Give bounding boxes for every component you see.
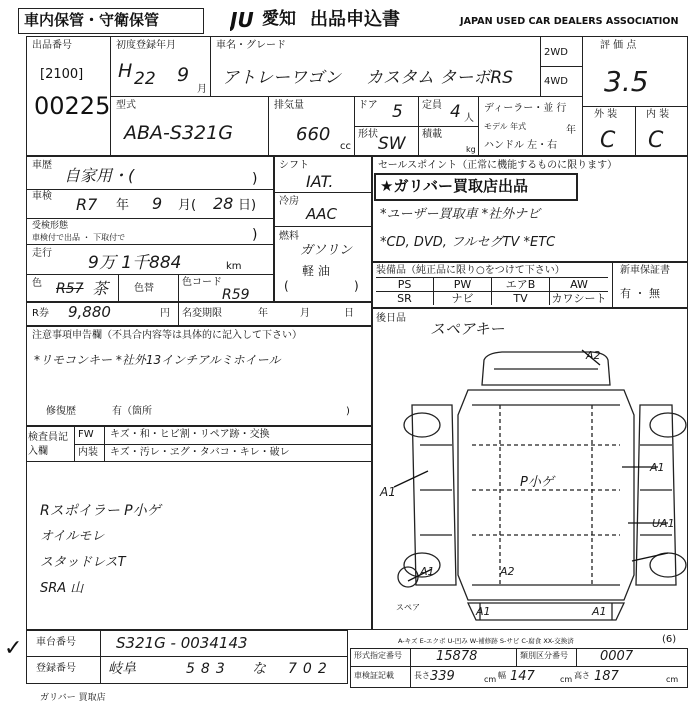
fuel-value2: 軽 油 xyxy=(302,264,330,278)
remark-4: SRA 山 xyxy=(40,581,84,596)
notes-line1: *リモコンキー *社外13インチアルミホイール xyxy=(34,353,281,367)
remark-3: スタッドレスT xyxy=(40,555,126,570)
doors-label: ドア xyxy=(358,100,378,111)
plate-kana: な xyxy=(252,661,266,677)
rating-label: 評 価 点 xyxy=(600,40,637,51)
wid-label: 幅 xyxy=(498,671,506,680)
recycle-unit: 円 xyxy=(160,308,170,319)
equipment-item: PS xyxy=(376,277,434,291)
exterior-label: 外 装 xyxy=(594,109,618,120)
first-reg-label: 初度登録年月 xyxy=(116,40,176,51)
color-change-label: 色替 xyxy=(134,283,154,294)
recycle-label: R券 xyxy=(32,308,49,319)
footer-text: ガリバー 買取店 xyxy=(40,693,106,703)
remark-2: オイルモレ xyxy=(40,529,105,544)
equipment-item: SR xyxy=(376,291,434,305)
model-year-label: モデル 年式 xyxy=(484,122,527,131)
type-label: 型式 xyxy=(116,100,136,111)
inspection-label: 車検 xyxy=(32,191,52,202)
handle-label: ハンドル 左・右 xyxy=(484,140,558,151)
doors-value: 5 xyxy=(392,102,403,122)
equipment-item: PW xyxy=(434,277,492,291)
storage-title: 車内保管・守衛保管 xyxy=(24,11,160,29)
reception-options: 車検付で出品 ・ 下取付で xyxy=(32,233,126,242)
interior-items: キズ・汚レ・ヱグ・タバコ・キレ・破レ xyxy=(110,447,290,458)
displacement-label: 排気量 xyxy=(274,100,304,111)
sheet-title: 出品申込書 xyxy=(310,9,400,30)
equipment-item: ナビ xyxy=(434,291,492,305)
reception-close: ) xyxy=(252,227,258,243)
drive-4wd: 4WD xyxy=(544,76,568,87)
color-label: 色 xyxy=(32,278,42,289)
mileage-value: 9万 1千884 xyxy=(88,253,182,273)
model-grade-label: 車名・グレード xyxy=(216,40,286,51)
association-label: JAPAN USED CAR DEALERS ASSOCIATION xyxy=(460,16,679,27)
transfer-m: 月 xyxy=(300,308,310,319)
chassis-value: S321G - 0034143 xyxy=(116,634,248,652)
transfer-label: 名変期限 xyxy=(182,308,222,319)
inspection-month: 9 xyxy=(152,194,163,213)
inspection-nen: 年 xyxy=(116,198,130,213)
first-reg-year: 22 xyxy=(134,69,156,89)
capacity-label: 定員 xyxy=(422,100,442,111)
transfer-y: 年 xyxy=(258,308,268,319)
spare-label: スペア xyxy=(396,603,420,612)
new-warranty-label: 新車保証書 xyxy=(620,265,670,276)
interior-check-label: 内装 xyxy=(78,447,98,458)
repair-value: 有（箇所 xyxy=(112,406,152,417)
sales-label: セールスポイント（正常に機能するものに限ります） xyxy=(378,160,618,171)
inspection-nichi: 日) xyxy=(238,198,257,213)
dmg-p-center: P小ゲ xyxy=(520,475,554,490)
sales-banner-text: ★ガリバー買取店出品 xyxy=(380,177,528,195)
color-code-label: 色コード xyxy=(182,277,222,288)
remarks-block xyxy=(26,462,372,630)
first-reg-month-unit: 月 xyxy=(197,84,207,95)
usage-value: 自家用・( xyxy=(64,166,135,185)
cm-2: cm xyxy=(560,675,573,684)
usage-close: ) xyxy=(252,171,258,187)
lot-number: 00225 xyxy=(34,92,111,120)
plate-class: 583 xyxy=(186,661,231,677)
shift-value: IAT. xyxy=(306,172,334,191)
notes-block xyxy=(26,326,372,426)
chassis-label: 車台番号 xyxy=(36,637,76,648)
dmg-a1-low: A1 xyxy=(420,565,435,578)
checklist-label: 検査員記入欄 xyxy=(28,432,68,457)
displacement-value: 660 xyxy=(296,124,331,145)
len-value: 339 xyxy=(430,669,455,684)
aichi-label: 愛知 xyxy=(262,9,296,29)
inspection-day: 28 xyxy=(213,194,234,213)
cm-1: cm xyxy=(484,675,497,684)
shape-value: SW xyxy=(378,134,406,154)
cm-3: cm xyxy=(666,675,679,684)
first-reg-month: 9 xyxy=(177,64,190,86)
fuel-value1: ガソリン xyxy=(300,243,353,258)
color-strike: R57 xyxy=(56,281,84,297)
mileage-unit: km xyxy=(226,261,242,272)
hei-label: 高さ xyxy=(574,671,590,680)
equipment-item: TV xyxy=(492,291,550,305)
first-reg-era: H xyxy=(118,60,133,82)
remark-1: Rスポイラー P小ゲ xyxy=(40,503,161,519)
model-name: アトレーワゴン xyxy=(222,68,341,88)
len-label: 長さ xyxy=(414,671,430,680)
color-code-value: R59 xyxy=(222,287,250,303)
dmg-a1-bottom2: A1 xyxy=(592,605,607,618)
repair-label: 修復歴 xyxy=(46,406,76,417)
dims-label: 車検証記載 xyxy=(354,671,394,680)
recycle-value: 9,880 xyxy=(68,303,111,321)
dmg-a1-bottom: A1 xyxy=(476,605,491,618)
plate-label: 登録番号 xyxy=(36,663,76,674)
cert-label: 形式指定番号 xyxy=(354,651,402,660)
dmg-ua1: UA1 xyxy=(652,517,675,530)
dmg-a2-low: A2 xyxy=(500,565,515,578)
transfer-d: 日 xyxy=(344,308,354,319)
equipment-item: AW xyxy=(550,277,608,291)
lot-code: [2100] xyxy=(40,67,84,82)
capacity-value: 4 xyxy=(450,102,461,122)
kg-label: kg xyxy=(466,145,476,154)
rear-seat-value: スペアキー xyxy=(430,320,505,338)
color-value: 茶 xyxy=(92,279,109,298)
type-value: ABA-S321G xyxy=(124,122,233,144)
exterior-grade: C xyxy=(600,128,616,153)
sales-line2: *CD, DVD, フルセグTV *ETC xyxy=(380,235,556,250)
grade-name: カスタム ターボRS xyxy=(366,68,514,88)
interior-grade: C xyxy=(648,128,664,153)
notes-label: 注意事項申告欄（不具合内容等は具体的に記入して下さい） xyxy=(32,330,302,341)
plate-num: 702 xyxy=(288,661,333,677)
shift-label: シフト xyxy=(279,160,309,171)
plate-area: 岐阜 xyxy=(108,661,136,677)
inspection-era: R7 xyxy=(76,195,98,214)
dmg-a1-right: A1 xyxy=(650,461,665,474)
ac-value: AAC xyxy=(306,205,337,223)
shape-label: 形状 xyxy=(358,129,378,140)
fuel-paren-left: ( xyxy=(284,279,289,293)
dealer-label: ディーラー・並 行 xyxy=(484,103,567,114)
reception-label: 受検形態 xyxy=(32,221,69,231)
class-label: 類別区分番号 xyxy=(520,651,568,660)
wid-value: 147 xyxy=(510,669,535,684)
rating-score: 3.5 xyxy=(604,65,649,98)
fuel-paren-right: ) xyxy=(354,279,359,293)
damage-legend: A-キズ E-エクボ U-凹み W-補修跡 S-サビ C-腐食 XX-交換済 xyxy=(398,637,574,645)
check-mark-icon: ✓ xyxy=(4,636,23,661)
interior-label: 内 装 xyxy=(646,109,670,120)
sales-line1: *ユーザー買取車 *社外ナビ xyxy=(380,207,541,222)
equipment-item: カワシート xyxy=(551,292,607,305)
capacity-unit: 人 xyxy=(464,113,474,124)
year-unit: 年 xyxy=(566,125,576,136)
inspection-gatsu: 月( xyxy=(178,198,197,213)
dmg-a1-left: A1 xyxy=(380,485,396,499)
fw-items: キズ・和・ヒビ割・リペア跡・交換 xyxy=(110,429,270,440)
fw-label: FW xyxy=(78,429,94,440)
mileage-label: 走行 xyxy=(32,248,52,259)
cc-label: cc xyxy=(340,141,351,152)
class-value: 0007 xyxy=(600,649,634,664)
fuel-label: 燃料 xyxy=(279,231,299,242)
equipment-item: エアB xyxy=(492,277,550,291)
lot-label: 出品番号 xyxy=(32,40,72,51)
equipment-label: 装備品（純正品に限り○をつけて下さい） xyxy=(376,265,565,276)
cert-value: 15878 xyxy=(436,649,478,664)
svg-text:JU: JU xyxy=(230,9,254,31)
hei-value: 187 xyxy=(594,669,619,684)
dmg-a2-top: A2 xyxy=(586,349,601,362)
repair-close: ) xyxy=(346,406,350,417)
ac-label: 冷房 xyxy=(279,196,299,207)
usage-label: 車歴 xyxy=(32,160,52,171)
load-label: 積載 xyxy=(422,129,442,140)
page-mark: (6) xyxy=(662,634,677,645)
rear-seat-label: 後日品 xyxy=(376,313,406,324)
new-warranty-value: 有 ・ 無 xyxy=(620,287,660,300)
drive-2wd: 2WD xyxy=(544,47,568,58)
